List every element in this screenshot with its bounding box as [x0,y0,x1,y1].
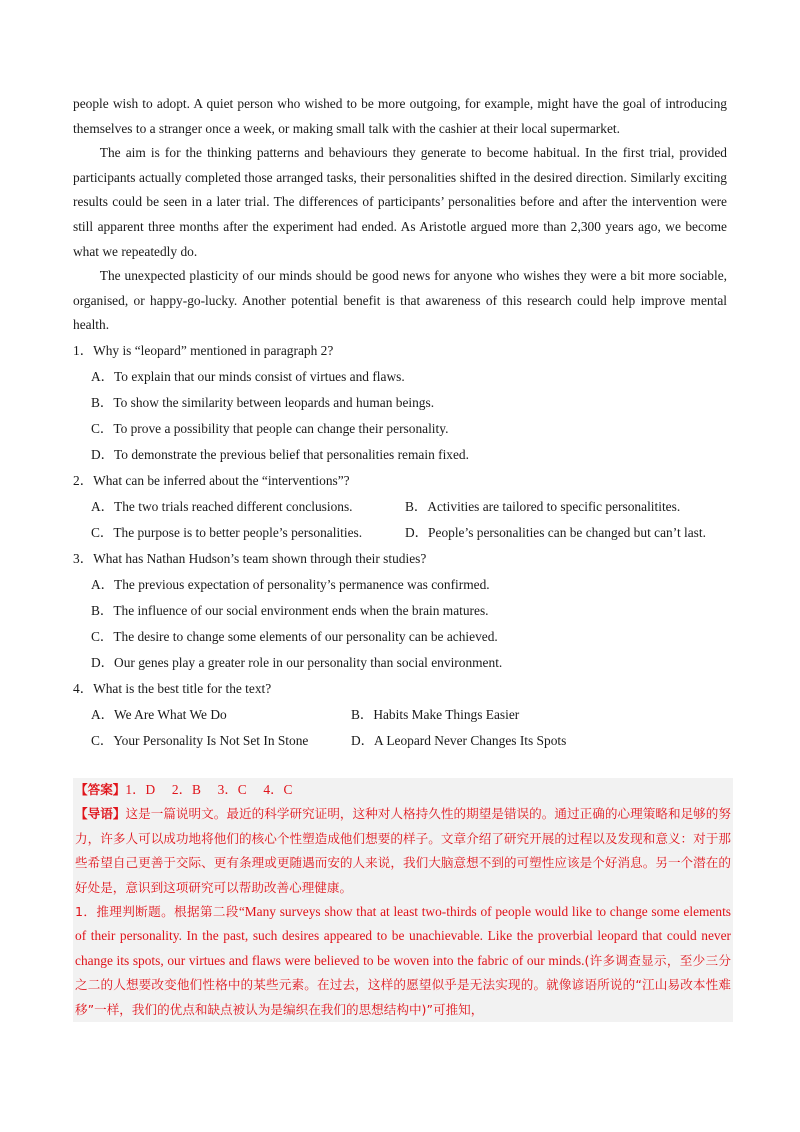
option-d: D．To demonstrate the previous belief that personalities remain fixed. [91,446,469,462]
option-a: A．The previous expectation of personality’s permanence was confirmed. [91,576,490,592]
option-a: A．The two trials reached different conclusions. [91,498,353,514]
answer-keys-line [75,778,731,802]
question-1 [73,338,727,468]
question-stem: 2．What can be inferred about the “interventions”? [73,472,350,488]
question-stem: 4．What is the best title for the text? [73,680,272,696]
question-3 [73,546,727,676]
option-b: B．To show the similarity between leopards and human beings. [91,394,435,410]
answer-label: 【答案】 [75,782,126,797]
option-b: B．Activities are tailored to specific personalitites. [405,498,681,514]
option-b: B．The influence of our social environment ends when the brain matures. [91,602,489,618]
guide-paragraph [75,802,731,900]
passage-area [73,92,727,754]
option-c: C．The desire to change some elements of our personality can be achieved. [91,628,498,644]
option-b: B．Habits Make Things Easier [351,706,520,722]
question-4 [73,676,727,754]
option-c: C．To prove a possibility that people can change their personality. [91,420,449,436]
passage-paragraph-2: The aim is for the thinking patterns and behaviours they generate to become habitual. In the first trial, provided participants actually completed those arranged tasks, their personalities shifted in the desired direction. Similarly exciting results could be seen in a later trial. The differences of participants’ personalities before and after the intervention were still apparent three months after the experiment had ended. As Aristotle argued more than 2,300 years ago, we become what we repeatedly do. [73,145,727,259]
question-2 [73,468,727,546]
option-c: C．Your Personality Is Not Set In Stone [91,732,309,748]
option-a: A．To explain that our minds consist of virtues and flaws. [91,368,405,384]
option-d: D．A Leopard Never Changes Its Spots [351,732,567,748]
explanation-1-head: 1．推理判断题。根据第二段 [75,904,239,920]
option-a: A．We Are What We Do [91,706,227,722]
explanation-1 [75,900,731,1022]
passage-paragraph-3: The unexpected plasticity of our minds should be good news for anyone who wishes they were a bit more sociable, organised, or happy-go-lucky. Another potential benefit is that awareness of this research could help improve mental health. [73,268,727,333]
guide-text: 这是一篇说明文。最近的科学研究证明，这种对人格持久性的期望是错误的。通过正确的心理策略和足够的努力，许多人可以成功地将他们的核心个性塑造成他们想要的样子。文章介绍了研究开展的过程以及发现和意义：对于那些希望自己更善于交际、更有条理或更随遇而安的人来说，我们大脑意想不到的可塑性应该是个好消息。另一个潜在的好处是，意识到这项研究可以帮助改善心理健康。 [75,806,732,895]
guide-label: 【导语】 [75,806,126,822]
option-d: D．Our genes play a greater role in our personality than social environment. [91,654,503,670]
option-c: C．The purpose is to better people’s personalities. [91,524,363,540]
option-d: D．People’s personalities can be changed but can’t last. [405,524,706,540]
answer-section [73,778,733,1022]
question-stem: 3．What has Nathan Hudson’s team shown through their studies? [73,550,427,566]
explanation-1-translation: (许多调查显示，至少三分之二的人想要改变他们性格中的某些元素。在过去，这样的愿望似乎是无法实现的。就像谚语所说的“江山易改本性难移”一样，我们的优点和缺点被认为是编织在我们的思想结构中)”可推知， [75,952,731,1017]
passage-paragraph-1: people wish to adopt. A quiet person who wished to be more outgoing, for example, might have the goal of introducing themselves to a stranger once a week, or making small talk with the cashier at their local supermarket. [73,96,727,136]
answer-keys: 1．D 2．B 3．C 4．C [125,782,293,797]
question-stem: 1．Why is “leopard” mentioned in paragraph 2? [73,342,334,358]
explanation-1-quote: “Many surveys show that at least two-thirds of people would like to change some elements of their personality. In the past, such desires appeared to be unachievable. Like the proverbial leopard that could never change its spots, our virtues and flaws were believed to be woven into the fabric of our minds. [75,904,731,968]
